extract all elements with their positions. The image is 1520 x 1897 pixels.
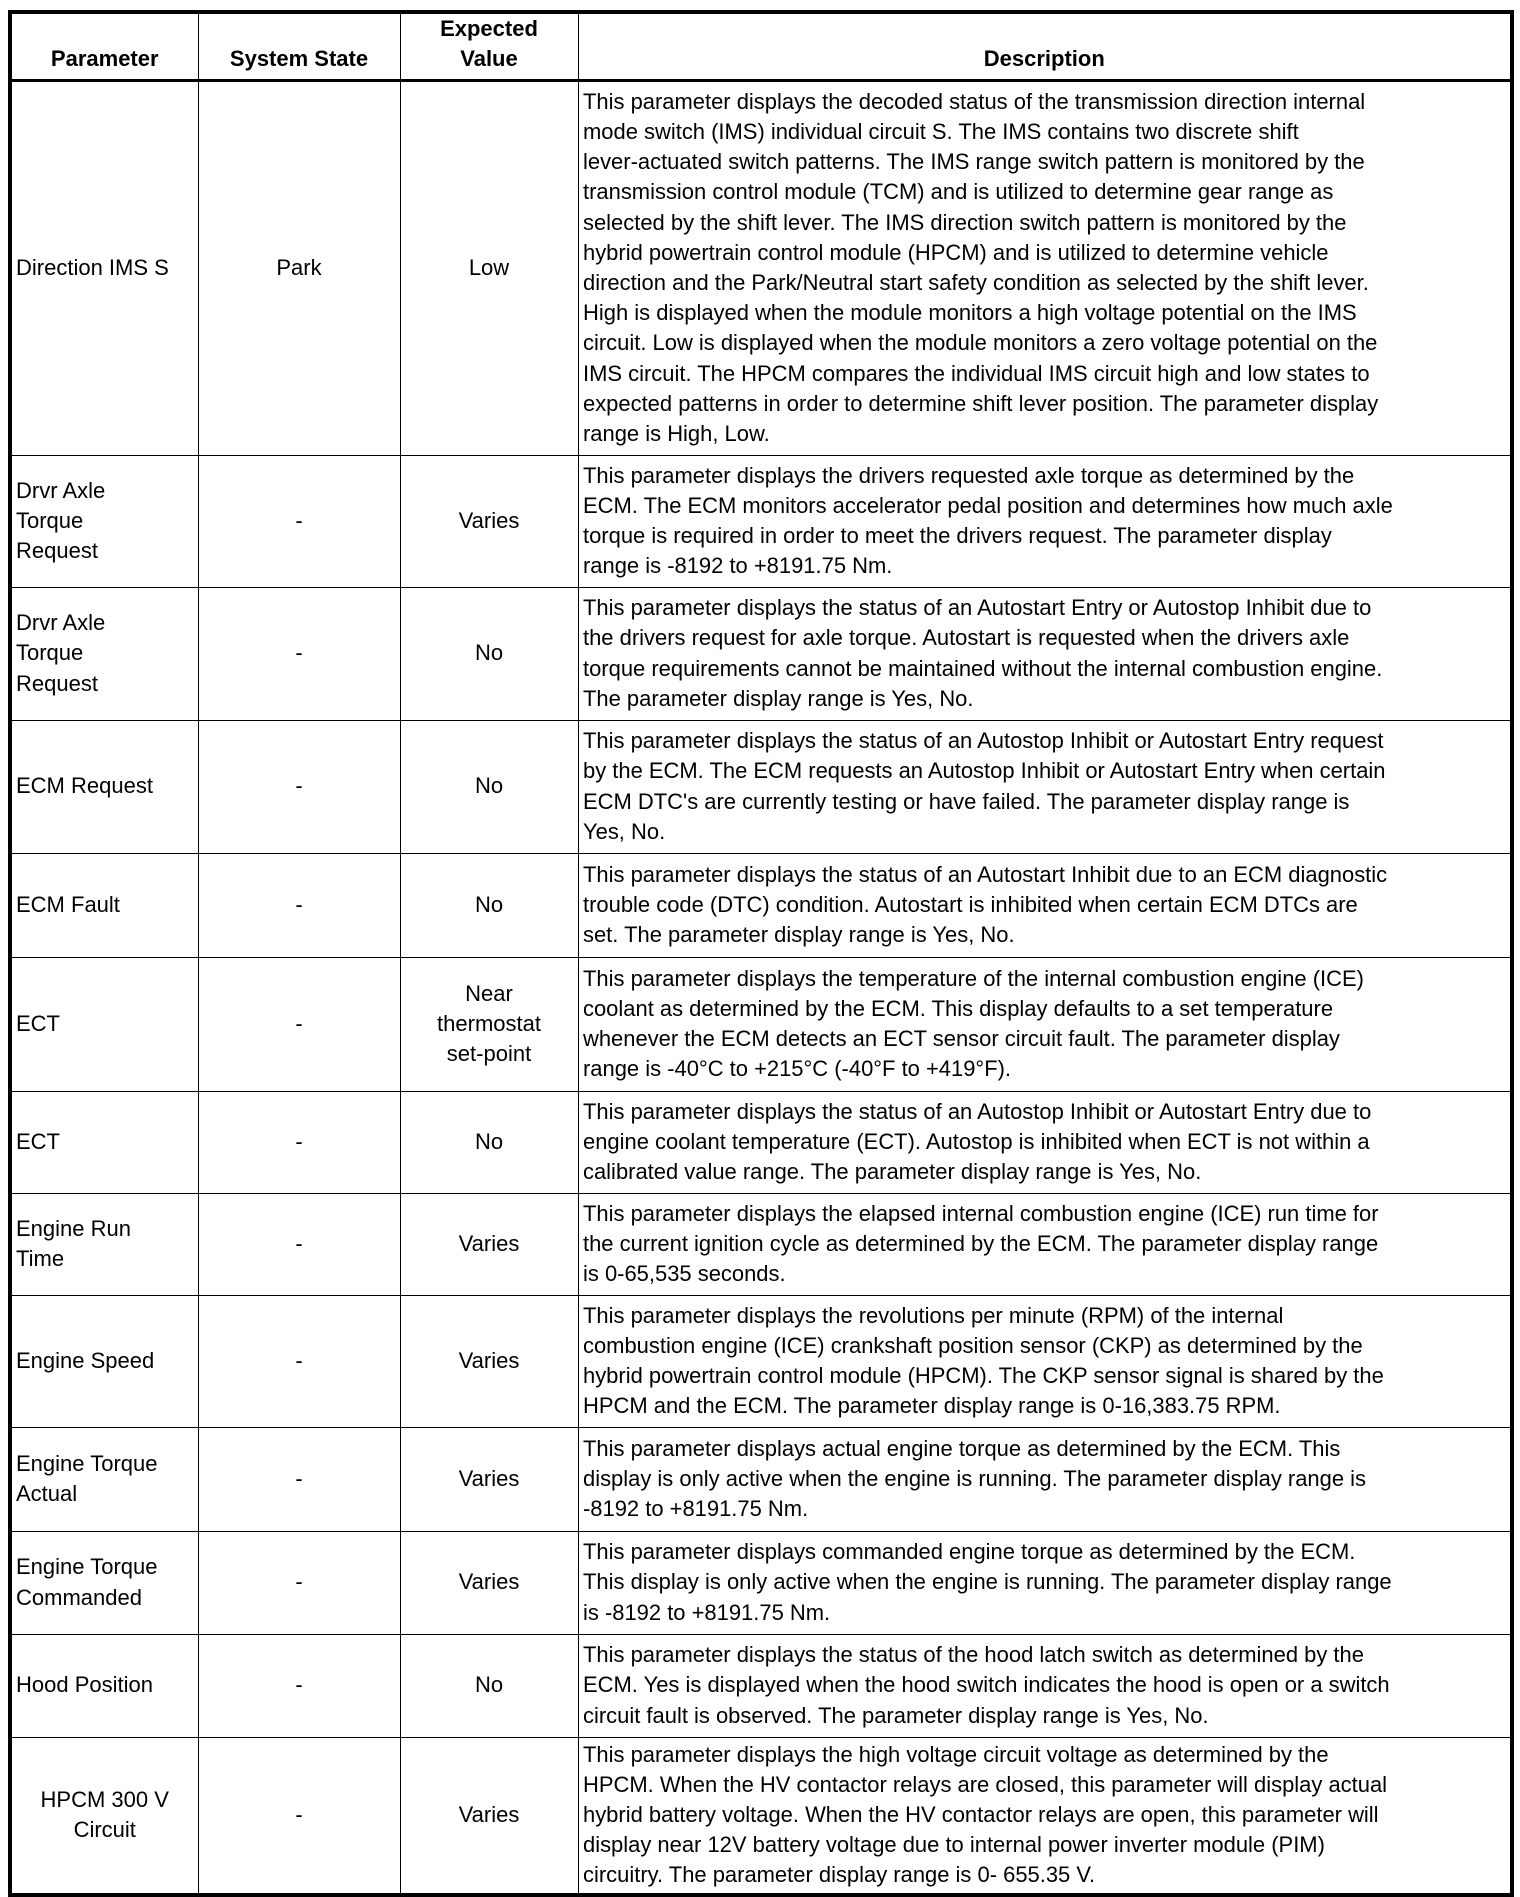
text-line: range is -8192 to +8191.75 Nm. (582, 553, 892, 579)
parameter-table (8, 10, 1514, 1897)
text-line: circuit fault is observed. The parameter display range is Yes, No. (582, 1702, 1209, 1728)
header-expected-value: Expected Value (400, 12, 578, 80)
description-cell (578, 853, 1512, 957)
text-line: Circuit (73, 1817, 136, 1842)
text-line: by the ECM. The ECM requests an Autostop Inhibit or Autostart Entry when certain (582, 758, 1385, 784)
text-line: HPCM. When the HV contactor relays are closed, this parameter will display actual (582, 1771, 1387, 1797)
expected-value-cell (400, 455, 578, 587)
expected-value-cell (400, 853, 578, 957)
expected-value-cell (400, 957, 578, 1091)
text-line: High is displayed when the module monitors a high voltage potential on the IMS (582, 300, 1357, 326)
text-line: circuit. Low is displayed when the module monitors a zero voltage potential on the (582, 330, 1377, 356)
text-line: Torque (16, 507, 84, 533)
text-line: This parameter displays the elapsed internal combustion engine (ICE) run time for (582, 1200, 1379, 1226)
text-line: Varies (458, 1465, 520, 1491)
text-line: calibrated value range. The parameter display range is Yes, No. (582, 1159, 1201, 1185)
text-line: HPCM 300 V (40, 1786, 169, 1812)
parameter-cell (10, 957, 198, 1091)
system-state-cell: - (198, 1634, 400, 1737)
expected-value-cell (400, 1295, 578, 1427)
description-cell (578, 1427, 1512, 1531)
text-line: This display is only active when the engine is running. The parameter display range (582, 1569, 1392, 1595)
text-line: set. The parameter display range is Yes, No. (582, 922, 1015, 948)
table-row (10, 1091, 1512, 1193)
text-line: -8192 to +8191.75 Nm. (582, 1496, 808, 1522)
system-state-cell: - (198, 1193, 400, 1295)
text-line: This parameter displays the status of an Autostart Entry or Autostop Inhibit due to (582, 595, 1371, 621)
expected-value-cell (400, 720, 578, 853)
table-row (10, 587, 1512, 720)
text-line: torque is required in order to meet the drivers request. The parameter display (582, 523, 1332, 548)
text-line: coolant as determined by the ECM. This display defaults to a set temperature (582, 995, 1333, 1021)
text-line: display is only active when the engine is running. The parameter display range is (582, 1465, 1366, 1491)
text-line: No (474, 1672, 504, 1698)
text-line: ECM. Yes is displayed when the hood switch indicates the hood is open or a switch (582, 1672, 1390, 1698)
text-line: Engine Speed (16, 1347, 155, 1373)
parameter-cell (10, 455, 198, 587)
text-line: Near (465, 980, 513, 1006)
text-line: Engine Torque (16, 1450, 158, 1476)
text-line: the current ignition cycle as determined by the ECM. The parameter display range (582, 1230, 1378, 1256)
table-row (10, 1531, 1512, 1634)
text-line: Engine Run (16, 1215, 131, 1241)
parameter-cell (10, 1634, 198, 1737)
text-line: torque requirements cannot be maintained without the internal combustion engine. (582, 655, 1382, 681)
text-line: Varies (458, 1347, 520, 1373)
text-line: Varies (458, 1230, 520, 1256)
text-line: No (474, 1128, 504, 1154)
text-line: IMS circuit. The HPCM compares the individual IMS circuit high and low states to (582, 360, 1370, 386)
text-line: Low (468, 254, 510, 280)
text-line: Request (16, 670, 98, 696)
table-row (10, 1634, 1512, 1737)
parameter-cell (10, 720, 198, 853)
parameter-cell (10, 1531, 198, 1634)
description-cell (578, 1193, 1512, 1295)
text-line: display near 12V battery voltage due to internal power inverter module (PIM) (582, 1832, 1325, 1858)
text-line: expected patterns in order to determine shift lever position. The parameter display (582, 390, 1378, 416)
header-row (10, 12, 1512, 80)
text-line: selected by the shift lever. The IMS direction switch pattern is monitored by the (582, 209, 1346, 235)
text-line: No (474, 891, 504, 917)
text-line: range is -40°C to +215°C (-40°F to +419°F). (582, 1056, 1011, 1082)
table-row (10, 853, 1512, 957)
expected-value-cell (400, 587, 578, 720)
table-row (10, 1295, 1512, 1427)
header-parameter: Parameter (10, 12, 198, 80)
text-line: Yes, No. (582, 818, 665, 844)
text-line: combustion engine (ICE) crankshaft position sensor (CKP) as determined by the (582, 1332, 1363, 1358)
table-row (10, 455, 1512, 587)
text-line: Drvr Axle (16, 610, 106, 636)
text-line: Commanded (16, 1584, 142, 1610)
text-line: direction and the Park/Neutral start safety condition as selected by the shift lever. (582, 270, 1369, 295)
text-line: whenever the ECM detects an ECT sensor circuit fault. The parameter display (582, 1026, 1340, 1051)
table-row (10, 1737, 1512, 1895)
system-state-cell: Park (198, 80, 400, 455)
system-state-cell: - (198, 1531, 400, 1634)
text-line: This parameter displays commanded engine torque as determined by the ECM. (582, 1539, 1355, 1565)
table-row (10, 80, 1512, 455)
parameter-cell (10, 853, 198, 957)
expected-value-cell (400, 1427, 578, 1531)
text-line: hybrid battery voltage. When the HV contactor relays are open, this parameter will (582, 1801, 1379, 1827)
text-line: This parameter displays the temperature of the internal combustion engine (ICE) (582, 965, 1364, 991)
text-line: Varies (458, 1569, 520, 1595)
text-line: This parameter displays the drivers requested axle torque as determined by the (582, 462, 1354, 488)
text-line: range is High, Low. (582, 421, 770, 447)
expected-value-cell (400, 1634, 578, 1737)
text-line: This parameter displays the decoded status of the transmission direction internal (582, 88, 1365, 114)
text-line: Engine Torque (16, 1554, 158, 1580)
table-row (10, 1193, 1512, 1295)
text-line: the drivers request for axle torque. Autostart is requested when the drivers axle (582, 625, 1349, 651)
system-state-cell: - (198, 455, 400, 587)
parameter-cell (10, 1427, 198, 1531)
text-line: hybrid powertrain control module (HPCM). The CKP sensor signal is shared by the (582, 1363, 1384, 1388)
system-state-cell: - (198, 1737, 400, 1895)
header-system-state: System State (198, 12, 400, 80)
text-line: Time (16, 1246, 65, 1271)
table-row (10, 720, 1512, 853)
description-cell (578, 1295, 1512, 1427)
expected-value-cell (400, 1193, 578, 1295)
system-state-cell: - (198, 1091, 400, 1193)
text-line: trouble code (DTC) condition. Autostart is inhibited when certain ECM DTCs are (582, 891, 1358, 917)
system-state-cell: - (198, 1427, 400, 1531)
description-cell (578, 587, 1512, 720)
text-line: ECT (16, 1010, 60, 1036)
description-cell (578, 80, 1512, 455)
system-state-cell: - (198, 587, 400, 720)
text-line: ECM Fault (16, 891, 120, 917)
parameter-cell (10, 1091, 198, 1193)
text-line: circuitry. The parameter display range is 0- 655.35 V. (582, 1862, 1095, 1888)
text-line: Request (16, 538, 98, 564)
table-row (10, 957, 1512, 1091)
text-line: This parameter displays the high voltage circuit voltage as determined by the (582, 1741, 1329, 1767)
text-line: Varies (458, 507, 520, 533)
system-state-cell: - (198, 853, 400, 957)
text-line: Actual (16, 1481, 78, 1506)
expected-value-cell (400, 1737, 578, 1895)
text-line: HPCM and the ECM. The parameter display range is 0-16,383.75 RPM. (582, 1393, 1281, 1419)
description-cell (578, 1634, 1512, 1737)
description-cell (578, 957, 1512, 1091)
text-line: Direction IMS S (16, 254, 169, 280)
text-line: is -8192 to +8191.75 Nm. (582, 1599, 830, 1625)
text-line: No (474, 640, 504, 666)
description-cell (578, 720, 1512, 853)
description-cell (578, 455, 1512, 587)
text-line: Torque (16, 640, 84, 666)
text-line: ECM. The ECM monitors accelerator pedal position and determines how much axle (582, 492, 1393, 518)
text-line: set-point (446, 1041, 532, 1067)
parameter-cell (10, 1737, 198, 1895)
text-line: thermostat (437, 1010, 541, 1036)
text-line: hybrid powertrain control module (HPCM) and is utilized to determine vehicle (582, 239, 1328, 265)
system-state-cell: - (198, 1295, 400, 1427)
expected-value-cell (400, 80, 578, 455)
text-line: This parameter displays actual engine torque as determined by the ECM. This (582, 1435, 1340, 1461)
header-description: Description (578, 12, 1512, 80)
expected-value-cell (400, 1531, 578, 1634)
description-cell (578, 1531, 1512, 1634)
system-state-cell: - (198, 957, 400, 1091)
system-state-cell: - (198, 720, 400, 853)
text-line: ECM Request (16, 773, 153, 799)
text-line: This parameter displays the status of the hood latch switch as determined by the (582, 1642, 1364, 1668)
table-body (10, 80, 1512, 1895)
text-line: ECT (16, 1128, 60, 1154)
text-line: Drvr Axle (16, 477, 106, 503)
parameter-cell (10, 1193, 198, 1295)
text-line: lever-actuated switch patterns. The IMS range switch pattern is monitored by the (582, 149, 1365, 175)
parameter-cell (10, 80, 198, 455)
text-line: This parameter displays the revolutions per minute (RPM) of the internal (582, 1302, 1283, 1328)
text-line: This parameter displays the status of an Autostop Inhibit or Autostart Entry request (582, 728, 1383, 754)
text-line: ECM DTC's are currently testing or have failed. The parameter display range is (582, 788, 1349, 814)
parameter-cell (10, 1295, 198, 1427)
text-line: No (474, 773, 504, 799)
text-line: This parameter displays the status of an Autostop Inhibit or Autostart Entry due to (582, 1098, 1371, 1124)
description-cell (578, 1091, 1512, 1193)
parameter-cell (10, 587, 198, 720)
description-cell (578, 1737, 1512, 1895)
table-row (10, 1427, 1512, 1531)
text-line: mode switch (IMS) individual circuit S. The IMS contains two discrete shift (582, 118, 1299, 144)
text-line: The parameter display range is Yes, No. (582, 685, 973, 711)
text-line: is 0-65,535 seconds. (582, 1261, 786, 1287)
text-line: Varies (458, 1801, 520, 1827)
text-line: transmission control module (TCM) and is utilized to determine gear range as (582, 179, 1333, 205)
text-line: This parameter displays the status of an Autostart Inhibit due to an ECM diagnostic (582, 861, 1387, 887)
text-line: engine coolant temperature (ECT). Autostop is inhibited when ECT is not within a (582, 1128, 1370, 1154)
expected-value-cell (400, 1091, 578, 1193)
text-line: Hood Position (16, 1672, 153, 1698)
